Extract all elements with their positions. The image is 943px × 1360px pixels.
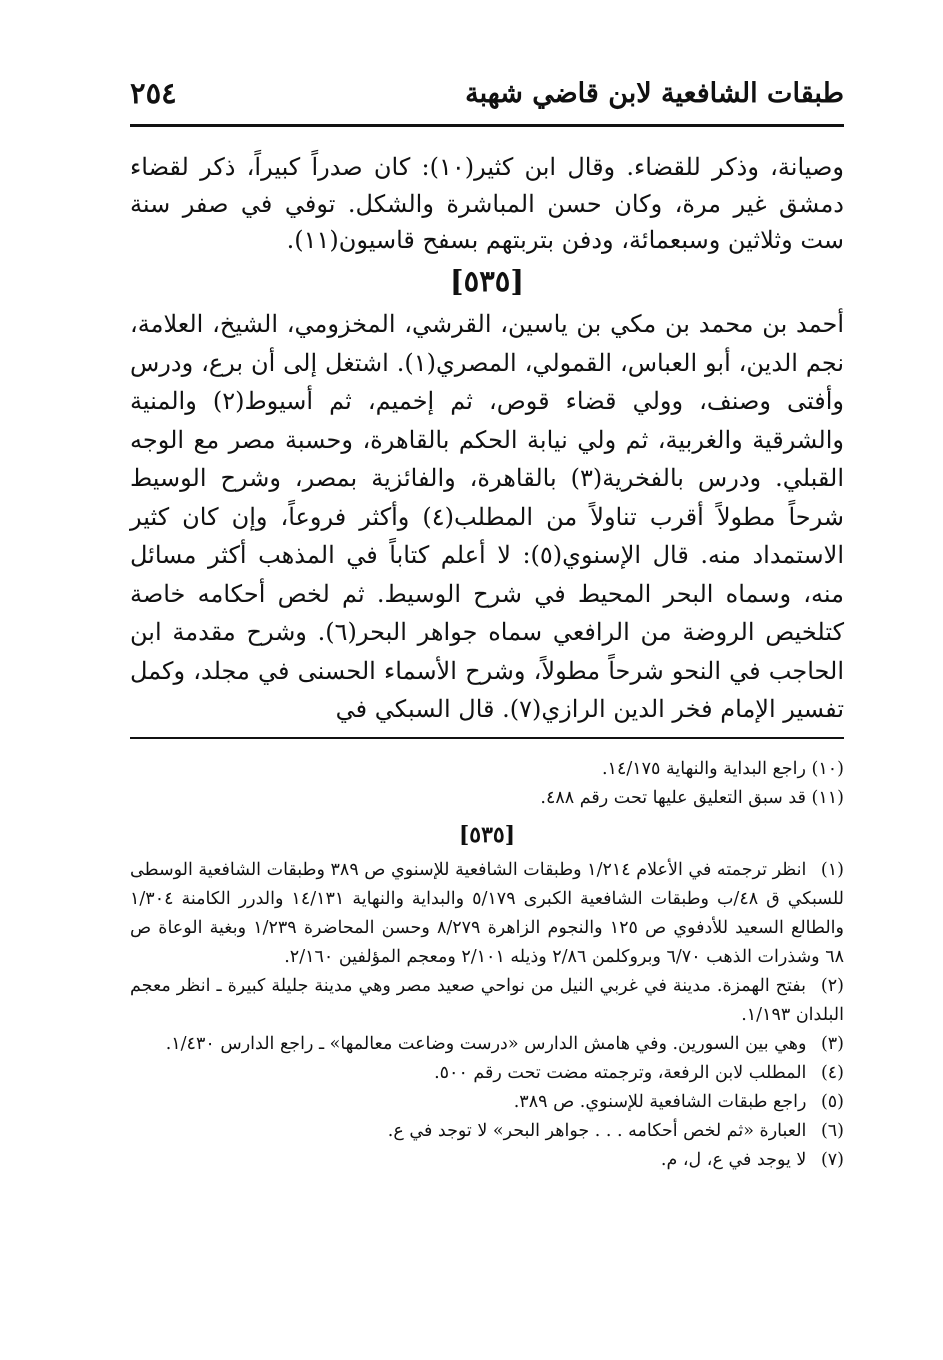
footnotes: [130, 755, 844, 1175]
footnote-number: (٤): [820, 1062, 844, 1083]
footnote-item: [130, 755, 844, 784]
footnote-item: [130, 1146, 844, 1175]
footnote-text: راجع البداية والنهاية ١٤/١٧٥.: [601, 758, 806, 779]
footnote-separator: [130, 737, 844, 739]
footnote-number: (١): [820, 859, 844, 880]
footnote-number: (٦): [820, 1120, 844, 1141]
footnote-text: وهي بين السورين. وفي هامش الدارس «درست وضاعت معالمها» ـ راجع الدارس ١/٤٣٠.: [165, 1033, 807, 1054]
footnote-item: [130, 1088, 844, 1117]
footnote-text: العبارة «ثم لخص أحكامه . . . جواهر البحر» لا توجد في ع.: [387, 1120, 807, 1141]
footnote-item: [130, 1059, 844, 1088]
footnote-item: [130, 784, 844, 813]
footnote-item: [130, 856, 844, 972]
page-header: [130, 60, 844, 127]
footnote-number: (٢): [820, 975, 844, 996]
entry-number: [٥٣٥]: [449, 263, 525, 298]
footnote-text: المطلب لابن الرفعة، وترجمته مضت تحت رقم ٥٠٠.: [434, 1062, 807, 1083]
book-page: [130, 60, 844, 1175]
footnotes-entry-heading: [٥٣٥]: [458, 821, 516, 848]
main-text: [130, 149, 844, 729]
footnote-text: لا يوجد في ع، ل، م.: [660, 1149, 807, 1170]
footnote-text: انظر ترجمته في الأعلام ١/٢١٤ وطبقات الشافعية للإسنوي ص ٣٨٩ وطبقات الشافعية الوسطى للسبكي ق ٤٨/ب وطبقات الشافعية الكبرى ٥/١٧٩ والبداية والنهاية ١٤/١٣١ والدرر الكامنة ١/٣٠٤ والطالع السعيد للأدفوي ص ١٢٥ والنجوم الزاهرة ٨/٢٧٩ وحسن المحاضرة ١/٢٣٩ وبغية الوعاة ص ٦٨ وشذرات الذهب ٦/٧٠ وبروكلمن ٢/٨٦ وذيله ٢/١٠١ ومعجم المؤلفين ٢/١٦٠.: [130, 859, 844, 967]
footnote-text: قد سبق التعليق عليها تحت رقم ٤٨٨.: [540, 787, 806, 808]
footnote-item: [130, 1030, 844, 1059]
footnote-number: (٥): [820, 1091, 844, 1112]
page-number: ٢٥٤: [130, 76, 177, 110]
footnote-number: (١١): [811, 787, 844, 808]
entry-paragraph: أحمد بن محمد بن مكي بن ياسين، القرشي، المخزومي، الشيخ، العلامة، نجم الدين، أبو العباس، القمولي، المصري(١). اشتغل إلى أن برع، ودرس وأفتى وصنف، وولي قضاء قوص، ثم إخميم، ثم أسيوط(٢) والمنية والشرقية والغربية، ثم ولي نيابة الحكم بالقاهرة، وحسبة مصر مع الوجه القبلي. ودرس بالفخرية(٣) بالقاهرة، والفائزية بمصر، وشرح الوسيط شرحاً مطولاً أقرب تناولاً من المطلب(٤) وأكثر فروعاً، وإن كان كثير الاستمداد منه. قال الإسنوي(٥): لا أعلم كتاباً في المذهب أكثر مسائل منه، وسماه البحر المحيط في شرح الوسيط. ثم لخص أحكامه خاصة كتلخيص الروضة من الرافعي سماه جواهر البحر(٦). وشرح مقدمة ابن الحاجب في النحو شرحاً مطولاً، وشرح الأسماء الحسنى في مجلد، وكمل تفسير الإمام فخر الدين الرازي(٧). قال السبكي في: [130, 310, 845, 723]
footnote-number: (١٠): [811, 758, 844, 779]
footnote-number: (٣): [820, 1033, 844, 1054]
footnote-text: راجع طبقات الشافعية للإسنوي. ص ٣٨٩.: [513, 1091, 807, 1112]
continuation-paragraph: وصيانة، وذكر للقضاء. وقال ابن كثير(١٠): كان صدراً كبيراً، ذكر لقضاء دمشق غير مرة، وكان حسن المباشرة والشكل. توفي في صفر سنة ست وثلاثين وسبعمائة، ودفن بتربتهم بسفح قاسيون(١١).: [130, 153, 844, 254]
footnote-item: [130, 972, 844, 1030]
footnote-item: [130, 1117, 844, 1146]
running-title: طبقات الشافعية لابن قاضي شهبة: [465, 78, 844, 109]
footnote-number: (٧): [820, 1149, 844, 1170]
footnote-text: بفتح الهمزة. مدينة في غربي النيل من نواحي صعيد مصر وهي مدينة جليلة كبيرة ـ انظر معجم البلدان ١/١٩٣.: [130, 975, 844, 1025]
